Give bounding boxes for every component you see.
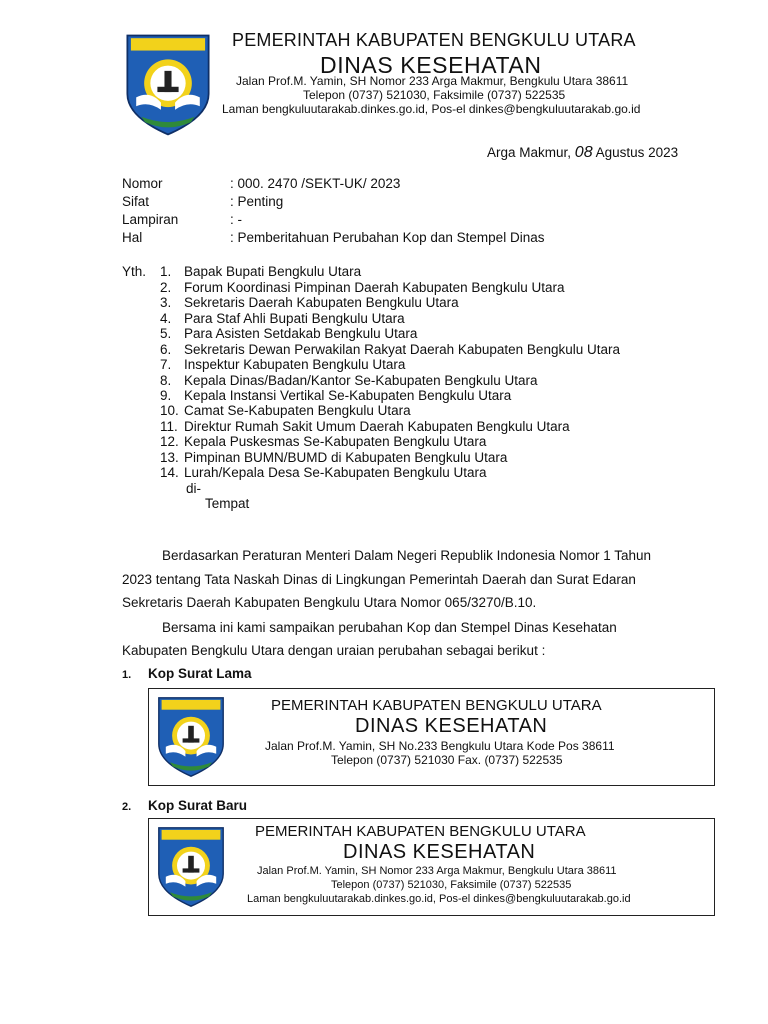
yth-label: Yth.	[122, 264, 147, 279]
meta-lampiran: Lampiran : -	[122, 212, 242, 227]
list-item: 9. Kepala Instansi Vertikal Se-Kabupaten Bengkulu Utara	[160, 388, 512, 403]
list-item: 14. Lurah/Kepala Desa Se-Kabupaten Bengkulu Utara	[160, 465, 487, 480]
date-place: Arga Makmur,	[487, 145, 572, 160]
old-emblem-icon	[155, 695, 227, 779]
list-item: 8. Kepala Dinas/Badan/Kantor Se-Kabupaten Bengkulu Utara	[160, 373, 538, 388]
list-item: 6. Sekretaris Dewan Perwakilan Rakyat Daerah Kabupaten Bengkulu Utara	[160, 342, 620, 357]
letterhead-office: DINAS KESEHATAN	[320, 52, 542, 78]
letterhead-web: Laman bengkuluutarakab.dinkes.go.id, Pos-el dinkes@bengkuluutarakab.go.id	[222, 102, 641, 116]
old-kop-box	[148, 688, 715, 786]
paragraph1-line3: Sekretaris Daerah Kabupaten Bengkulu Utara Nomor 065/3270/B.10.	[122, 595, 537, 610]
letterhead-phone: Telepon (0737) 521030, Faksimile (0737) 522535	[303, 88, 566, 102]
list-item: 1. Bapak Bupati Bengkulu Utara	[160, 264, 362, 279]
meta-hal: Hal : Pemberitahuan Perubahan Kop dan Stempel Dinas	[122, 230, 545, 245]
list-item: 3. Sekretaris Daerah Kabupaten Bengkulu Utara	[160, 295, 459, 310]
list-item: 10. Camat Se-Kabupaten Bengkulu Utara	[160, 403, 411, 418]
list-item: 11. Direktur Rumah Sakit Umum Daerah Kabupaten Bengkulu Utara	[160, 419, 570, 434]
meta-sifat: Sifat : Penting	[122, 194, 284, 209]
list-item: 13. Pimpinan BUMN/BUMD di Kabupaten Bengkulu Utara	[160, 450, 508, 465]
new-kop-office: DINAS KESEHATAN	[343, 841, 536, 863]
paragraph2-line1: Bersama ini kami sampaikan perubahan Kop dan Stempel Dinas Kesehatan	[162, 620, 617, 635]
old-kop-office: DINAS KESEHATAN	[355, 715, 548, 737]
di-label: di-	[186, 481, 202, 496]
tempat-label: Tempat	[205, 496, 250, 511]
paragraph1-line1: Berdasarkan Peraturan Menteri Dalam Negeri Republik Indonesia Nomor 1 Tahun	[162, 548, 652, 563]
date-month-year: Agustus 2023	[595, 145, 679, 160]
meta-nomor: Nomor : 000. 2470 /SEKT-UK/ 2023	[122, 176, 401, 191]
date-line	[487, 144, 678, 162]
regency-emblem-icon	[122, 32, 214, 138]
list-item: 12. Kepala Puskesmas Se-Kabupaten Bengkulu Utara	[160, 434, 487, 449]
new-kop-box	[148, 818, 715, 916]
paragraph1-line2: 2023 tentang Tata Naskah Dinas di Lingkungan Pemerintah Daerah dan Surat Edaran	[122, 572, 636, 587]
date-day: 08	[574, 144, 593, 161]
list-item: 7. Inspektur Kabupaten Bengkulu Utara	[160, 357, 406, 372]
new-kop-phone: Telepon (0737) 521030, Faksimile (0737) 522535	[331, 879, 572, 891]
list-item: 2. Forum Koordinasi Pimpinan Daerah Kabupaten Bengkulu Utara	[160, 280, 565, 295]
new-kop-gov: PEMERINTAH KABUPATEN BENGKULU UTARA	[255, 823, 586, 840]
letterhead-address: Jalan Prof.M. Yamin, SH Nomor 233 Arga Makmur, Bengkulu Utara 38611	[236, 74, 629, 88]
old-kop-gov: PEMERINTAH KABUPATEN BENGKULU UTARA	[271, 697, 602, 714]
list-item: 5. Para Asisten Setdakab Bengkulu Utara	[160, 326, 418, 341]
new-emblem-icon	[155, 825, 227, 909]
new-kop-heading: 2. Kop Surat Baru	[122, 798, 248, 813]
old-kop-heading: 1. Kop Surat Lama	[122, 666, 252, 681]
new-kop-address: Jalan Prof.M. Yamin, SH Nomor 233 Arga Makmur, Bengkulu Utara 38611	[257, 865, 617, 877]
list-item: 4. Para Staf Ahli Bupati Bengkulu Utara	[160, 311, 405, 326]
old-kop-address: Jalan Prof.M. Yamin, SH No.233 Bengkulu Utara Kode Pos 38611	[265, 739, 615, 753]
letterhead-gov: PEMERINTAH KABUPATEN BENGKULU UTARA	[232, 30, 636, 50]
paragraph2-line2: Kabupaten Bengkulu Utara dengan uraian perubahan sebagai berikut :	[122, 643, 546, 658]
new-kop-web: Laman bengkuluutarakab.dinkes.go.id, Pos-el dinkes@bengkuluutarakab.go.id	[247, 893, 631, 905]
old-kop-phone: Telepon (0737) 521030 Fax. (0737) 522535	[331, 753, 563, 767]
